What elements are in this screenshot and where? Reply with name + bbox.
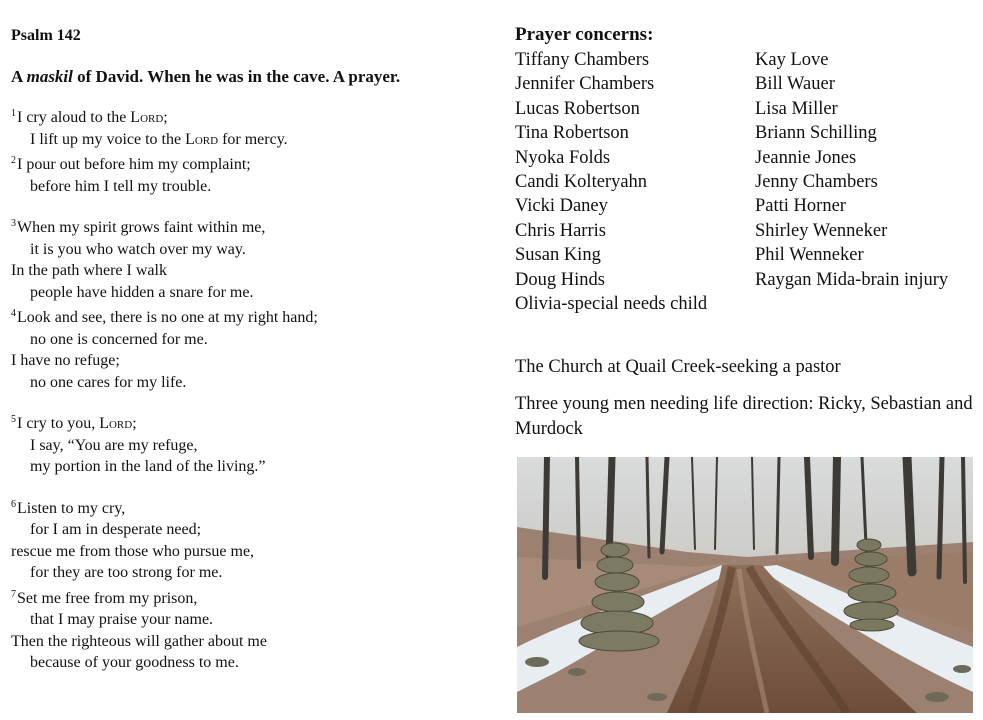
prayer-name: Patti Horner (755, 196, 846, 217)
psalm-line: $^5$I cry to you, Lord; (11, 414, 137, 432)
psalm-line: $^2$I pour out before him my complaint; (11, 155, 251, 173)
verse-number: 4 (11, 308, 16, 319)
psalm-line: I lift up my voice to the Lord for mercy. (30, 130, 288, 148)
prayer-notes (515, 355, 977, 442)
psalm-title: Psalm 142 (11, 27, 81, 44)
forest-path-photo (517, 457, 973, 713)
verse-number: 3 (11, 218, 16, 229)
prayer-note: The Church at Quail Creek-seeking a pastor (515, 357, 841, 378)
psalm-line: In the path where I walk (11, 262, 167, 279)
prayer-names-left (515, 48, 755, 316)
psalm-line: rescue me from those who pursue me, (11, 542, 255, 560)
prayer-name: Tina Robertson (515, 123, 629, 144)
psalm-stanza (11, 409, 491, 478)
prayer-name: Lisa Miller (755, 98, 838, 119)
prayer-name: Raygan Mida-brain injury (755, 269, 949, 290)
psalm-line: Then the righteous will gather about me (11, 632, 267, 650)
superscription-text-end: of David. When he was in the cave. A prayer. (72, 67, 401, 86)
psalm-line: no one is concerned for me. (30, 330, 208, 348)
psalm-line: that I may praise your name. (30, 611, 214, 628)
prayer-names-right (755, 48, 975, 316)
psalm-line: people have hidden a snare for me. (30, 283, 254, 301)
psalm-superscription (11, 66, 491, 88)
verse-number: 2 (11, 155, 16, 166)
psalm-line: $^3$When my spirit grows faint within me, (11, 218, 266, 236)
psalm-column (11, 26, 491, 690)
prayer-name: Nyoka Folds (515, 147, 611, 168)
prayer-concerns-heading: Prayer concerns: (515, 24, 654, 45)
verse-number: 6 (11, 498, 16, 510)
prayer-name: Phil Wenneker (755, 245, 864, 266)
prayer-name: Chris Harris (515, 220, 606, 241)
psalm-line: $^4$Look and see, there is no one at my right hand; (11, 308, 318, 326)
prayer-name: Bill Wauer (755, 74, 835, 95)
forest-path-illustration (517, 457, 973, 713)
prayer-name: Olivia-special needs child (515, 294, 708, 315)
superscription-text: A (11, 67, 27, 86)
prayer-name: Jeannie Jones (755, 147, 857, 168)
prayer-column (515, 22, 977, 454)
psalm-line: I have no refuge; (11, 352, 120, 369)
psalm-line: no one cares for my life. (30, 373, 187, 391)
prayer-name: Jennifer Chambers (515, 74, 655, 95)
prayer-name: Kay Love (755, 50, 829, 70)
prayer-name: Lucas Robertson (515, 98, 640, 119)
psalm-line: $^6$Listen to my cry, (11, 498, 126, 517)
psalm-stanza (11, 213, 491, 393)
verse-number: 7 (11, 588, 16, 600)
prayer-name: Jenny Chambers (755, 172, 878, 193)
psalm-stanza (11, 103, 491, 197)
prayer-note: Three young men needing life direction: Ricky, Sebastian and Murdock (515, 394, 973, 440)
psalm-line: I say, “You are my refuge, (30, 436, 198, 454)
verse-number: 1 (11, 108, 16, 119)
divine-name: Lord (185, 130, 219, 148)
psalm-line: $^1$I cry aloud to the Lord; (11, 108, 168, 126)
psalm-line: before him I tell my trouble. (30, 177, 212, 195)
prayer-name: Doug Hinds (515, 269, 605, 290)
prayer-name: Candi Kolteryahn (515, 172, 648, 193)
prayer-name: Susan King (515, 245, 601, 266)
prayer-name: Briann Schilling (755, 123, 877, 144)
psalm-line: my portion in the land of the living.” (30, 458, 266, 475)
superscription-emphasis: maskil (26, 67, 73, 86)
prayer-name: Tiffany Chambers (515, 50, 650, 70)
prayer-name: Shirley Wenneker (755, 220, 888, 241)
psalm-line: because of your goodness to me. (30, 654, 239, 671)
divine-name: Lord (99, 415, 133, 432)
psalm-line: it is you who watch over my way. (30, 240, 246, 258)
psalm-verses (11, 103, 491, 674)
psalm-line: for they are too strong for me. (30, 564, 223, 581)
psalm-line: $^7$Set me free from my prison, (11, 588, 198, 607)
prayer-name: Vicki Daney (515, 196, 608, 217)
prayer-names (515, 48, 977, 316)
verse-number: 5 (11, 414, 16, 425)
psalm-line: for I am in desperate need; (30, 521, 202, 538)
divine-name: Lord (130, 109, 164, 126)
psalm-stanza (11, 494, 491, 674)
